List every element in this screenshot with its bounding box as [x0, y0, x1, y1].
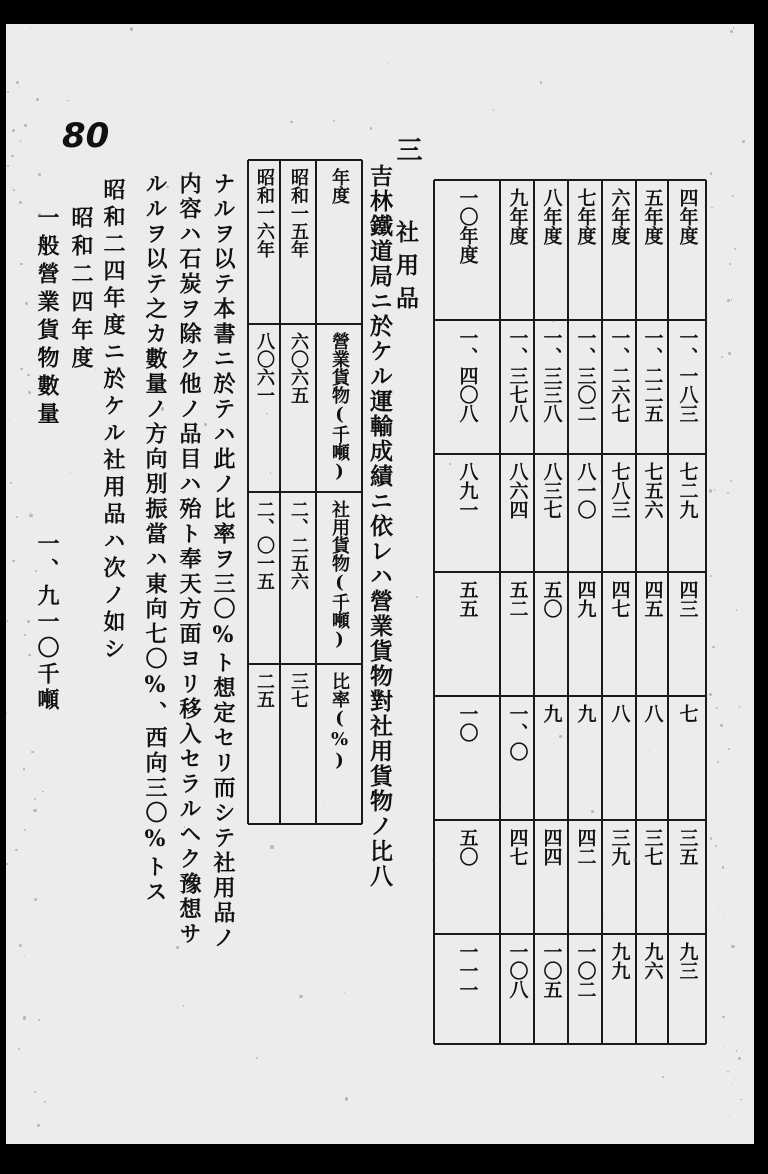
table-cell-text: 一、三三八 — [540, 328, 563, 423]
table-cell-text: 昭和一五年 — [288, 168, 309, 258]
paper-speck — [387, 63, 388, 64]
table-cell-text: 一、〇 — [506, 704, 529, 761]
document-page — [6, 24, 754, 1144]
paragraph-line-3: ルルヲ以テ之カ數量ノ方向別振當ハ東向七〇%、西向三〇%トス — [142, 172, 168, 905]
table-cell-text: 四九 — [574, 580, 597, 618]
table-cell-text: 一〇 — [456, 704, 479, 742]
paper-speck — [44, 1101, 46, 1103]
table-cell-text: 八一〇 — [574, 462, 597, 519]
table-cell-text: 營業貨物(千噸) — [329, 332, 350, 482]
paper-speck — [23, 1016, 26, 1019]
page-number: 80 — [62, 116, 110, 156]
table-cell-text: 比率(%) — [329, 672, 350, 771]
paper-speck — [290, 121, 292, 123]
paper-speck — [29, 514, 32, 517]
table-cell-text: 四四 — [540, 828, 563, 866]
table-cell-text: 九 — [540, 704, 563, 723]
table-cell-text: 年度 — [329, 168, 350, 204]
paper-speck — [270, 845, 273, 848]
paper-speck — [23, 768, 24, 769]
table-cell-text: 四七 — [506, 828, 529, 866]
table-cell-text: 八 — [641, 704, 664, 723]
paper-speck — [733, 27, 734, 28]
table-cell-text: 九年度 — [506, 188, 529, 245]
paper-speck — [20, 140, 21, 141]
table-cell-text: 五二 — [506, 580, 529, 618]
table-cell — [280, 332, 316, 488]
paper-speck — [591, 810, 594, 813]
paper-speck — [70, 472, 71, 473]
paragraph-line-1: ナルヲ以テ本書ニ於テハ此ノ比率ヲ三〇%ト想定セリ而シテ社用品ノ — [210, 172, 236, 951]
paper-speck — [370, 127, 372, 129]
section-number: 三 — [392, 136, 422, 162]
paper-speck — [20, 368, 22, 370]
table-cell-text: 二五 — [254, 672, 275, 708]
paragraph-line-2: 内容ハ石炭ヲ除ク他ノ品目ハ殆ト奉天方面ヨリ移入セラルヘク豫想サ — [176, 172, 202, 947]
paper-speck — [27, 620, 30, 623]
paper-speck — [10, 482, 12, 484]
paper-speck — [13, 189, 15, 191]
table-cell-text: 一〇八 — [506, 942, 529, 999]
paper-speck — [6, 712, 7, 713]
paper-speck — [12, 560, 14, 562]
paper-speck — [552, 320, 554, 322]
paper-speck — [634, 858, 637, 861]
paper-speck — [730, 30, 733, 33]
paper-speck — [16, 81, 19, 84]
column-header-cell — [316, 332, 362, 488]
table-cell-text: 一、三〇二 — [574, 328, 597, 423]
paper-speck — [738, 1057, 741, 1060]
paper-speck — [712, 646, 714, 648]
table-cell — [248, 500, 280, 660]
paper-speck — [662, 1076, 664, 1078]
table-cell-text: 九 — [574, 704, 597, 723]
paper-speck — [25, 302, 27, 304]
paper-speck — [204, 423, 207, 426]
paper-speck — [722, 1016, 724, 1018]
table-cell-text: 三七 — [641, 828, 664, 866]
table-cell-text: 一、二六七 — [608, 328, 631, 423]
paper-speck — [67, 100, 68, 101]
paper-speck — [183, 1005, 184, 1006]
table-cell-text: 一〇年度 — [456, 188, 479, 264]
paper-speck — [15, 849, 17, 851]
table-cell-text: 社用貨物(千噸) — [329, 500, 350, 650]
paper-speck — [727, 299, 730, 302]
paper-speck — [709, 693, 711, 695]
paper-speck — [728, 352, 731, 355]
paper-speck — [184, 826, 186, 828]
table-cell-text: 二、二五六 — [288, 500, 309, 590]
paper-speck — [38, 213, 41, 216]
table-cell-text: 七二九 — [676, 462, 699, 519]
column-header-cell — [316, 672, 362, 820]
year-header-cell — [248, 168, 280, 320]
paper-speck — [20, 263, 22, 265]
table-cell-text: 三五 — [676, 828, 699, 866]
table-cell-text: 五年度 — [641, 188, 664, 245]
paper-speck — [256, 1057, 258, 1059]
table-cell-text: 昭和一六年 — [254, 168, 275, 258]
table-cell-text: 三七 — [288, 672, 309, 708]
paper-speck — [727, 492, 729, 494]
table-cell-text: 八三七 — [540, 462, 563, 519]
paper-speck — [731, 945, 734, 948]
paper-speck — [709, 489, 712, 492]
paper-speck — [10, 601, 11, 602]
table-cell-text: 四七 — [608, 580, 631, 618]
table-cell-text: 一、三七八 — [506, 328, 529, 423]
table-cell-text: 一、一八三 — [676, 328, 699, 423]
paper-speck — [36, 98, 39, 101]
table-cell-text: 五五 — [456, 580, 479, 618]
intro-sentence: 吉林鐵道局ニ於ケル運輸成績ニ依レハ營業貨物對社用貨物ノ比八 — [366, 164, 393, 889]
year-header-cell — [280, 168, 316, 320]
table-cell-text: 八〇六一 — [254, 332, 275, 404]
paper-speck — [9, 419, 10, 420]
table-cell-text: 八六四 — [506, 462, 529, 519]
paper-speck — [717, 761, 719, 763]
paper-speck — [24, 829, 26, 831]
table-cell-text: 一〇五 — [540, 942, 563, 999]
column-header-cell — [316, 168, 362, 320]
table-cell-text: 三九 — [608, 828, 631, 866]
paper-speck — [734, 1078, 735, 1079]
paper-speck — [736, 609, 737, 610]
table-cell-text: 四五 — [641, 580, 664, 618]
table-cell-text: 一、二二五 — [641, 328, 664, 423]
paper-speck — [299, 995, 302, 998]
table-cell-text: 七年度 — [574, 188, 597, 245]
table-cell-text: 九三 — [676, 942, 699, 980]
paper-speck — [540, 81, 542, 83]
table-cell-text: 四三 — [676, 580, 699, 618]
paper-speck — [161, 407, 164, 410]
table-cell-text: 七 — [676, 704, 699, 723]
table-cell-text: 一、四〇八 — [456, 328, 479, 423]
paper-speck — [28, 654, 31, 657]
table-cell-text: 四年度 — [676, 188, 699, 245]
paper-speck — [722, 866, 724, 868]
column-header-cell — [316, 500, 362, 660]
table-cell-text: 五〇 — [540, 580, 563, 618]
paper-speck — [714, 489, 715, 490]
freight-label: 一般營業貨物數量 — [34, 206, 60, 430]
paper-speck — [266, 413, 267, 414]
table-cell-text: 九九 — [608, 942, 631, 980]
paper-speck — [24, 634, 26, 636]
paper-speck — [723, 914, 724, 915]
table-cell — [280, 672, 316, 820]
paper-speck — [734, 248, 736, 250]
table-cell-text: 六〇六五 — [288, 332, 309, 404]
table-cell-text: 四二 — [574, 828, 597, 866]
paper-speck — [130, 27, 133, 30]
freight-value: 一、九一〇千噸 — [34, 532, 60, 714]
paper-speck — [176, 946, 179, 949]
paper-speck — [27, 374, 30, 377]
table-cell — [280, 500, 316, 660]
paper-speck — [729, 263, 731, 265]
table-cell-text: 五〇 — [456, 828, 479, 866]
table-cell-text: 二、〇一五 — [254, 500, 275, 590]
table-cell-text: 八年度 — [540, 188, 563, 245]
paper-speck — [305, 580, 308, 583]
table-cell — [248, 332, 280, 488]
table-cell-text: 八 — [608, 704, 631, 723]
paragraph-line-4: 昭和二四年度ニ於ケル社用品ハ次ノ如シ — [100, 178, 126, 664]
paper-speck — [6, 863, 7, 864]
paper-speck — [33, 809, 36, 812]
table-cell-text: 九六 — [641, 942, 664, 980]
paper-speck — [720, 724, 723, 727]
paper-speck — [740, 1099, 741, 1100]
section-title: 社用品 — [392, 220, 419, 319]
paper-speck — [24, 124, 27, 127]
paper-speck — [333, 120, 335, 122]
table-cell-text: 七五六 — [641, 462, 664, 519]
table-cell-text: 一一一 — [456, 942, 479, 999]
paper-speck — [31, 751, 33, 753]
table-cell — [248, 672, 280, 820]
table-cell-text: 一〇二 — [574, 942, 597, 999]
paper-speck — [214, 213, 216, 215]
paper-speck — [710, 837, 712, 839]
table-cell-text: 八九一 — [456, 462, 479, 519]
table-cell-text: 七八三 — [608, 462, 631, 519]
paper-speck — [449, 463, 451, 465]
paper-speck — [35, 570, 37, 572]
table-cell-text: 六年度 — [608, 188, 631, 245]
year-heading: 昭和二四年度 — [68, 206, 94, 374]
